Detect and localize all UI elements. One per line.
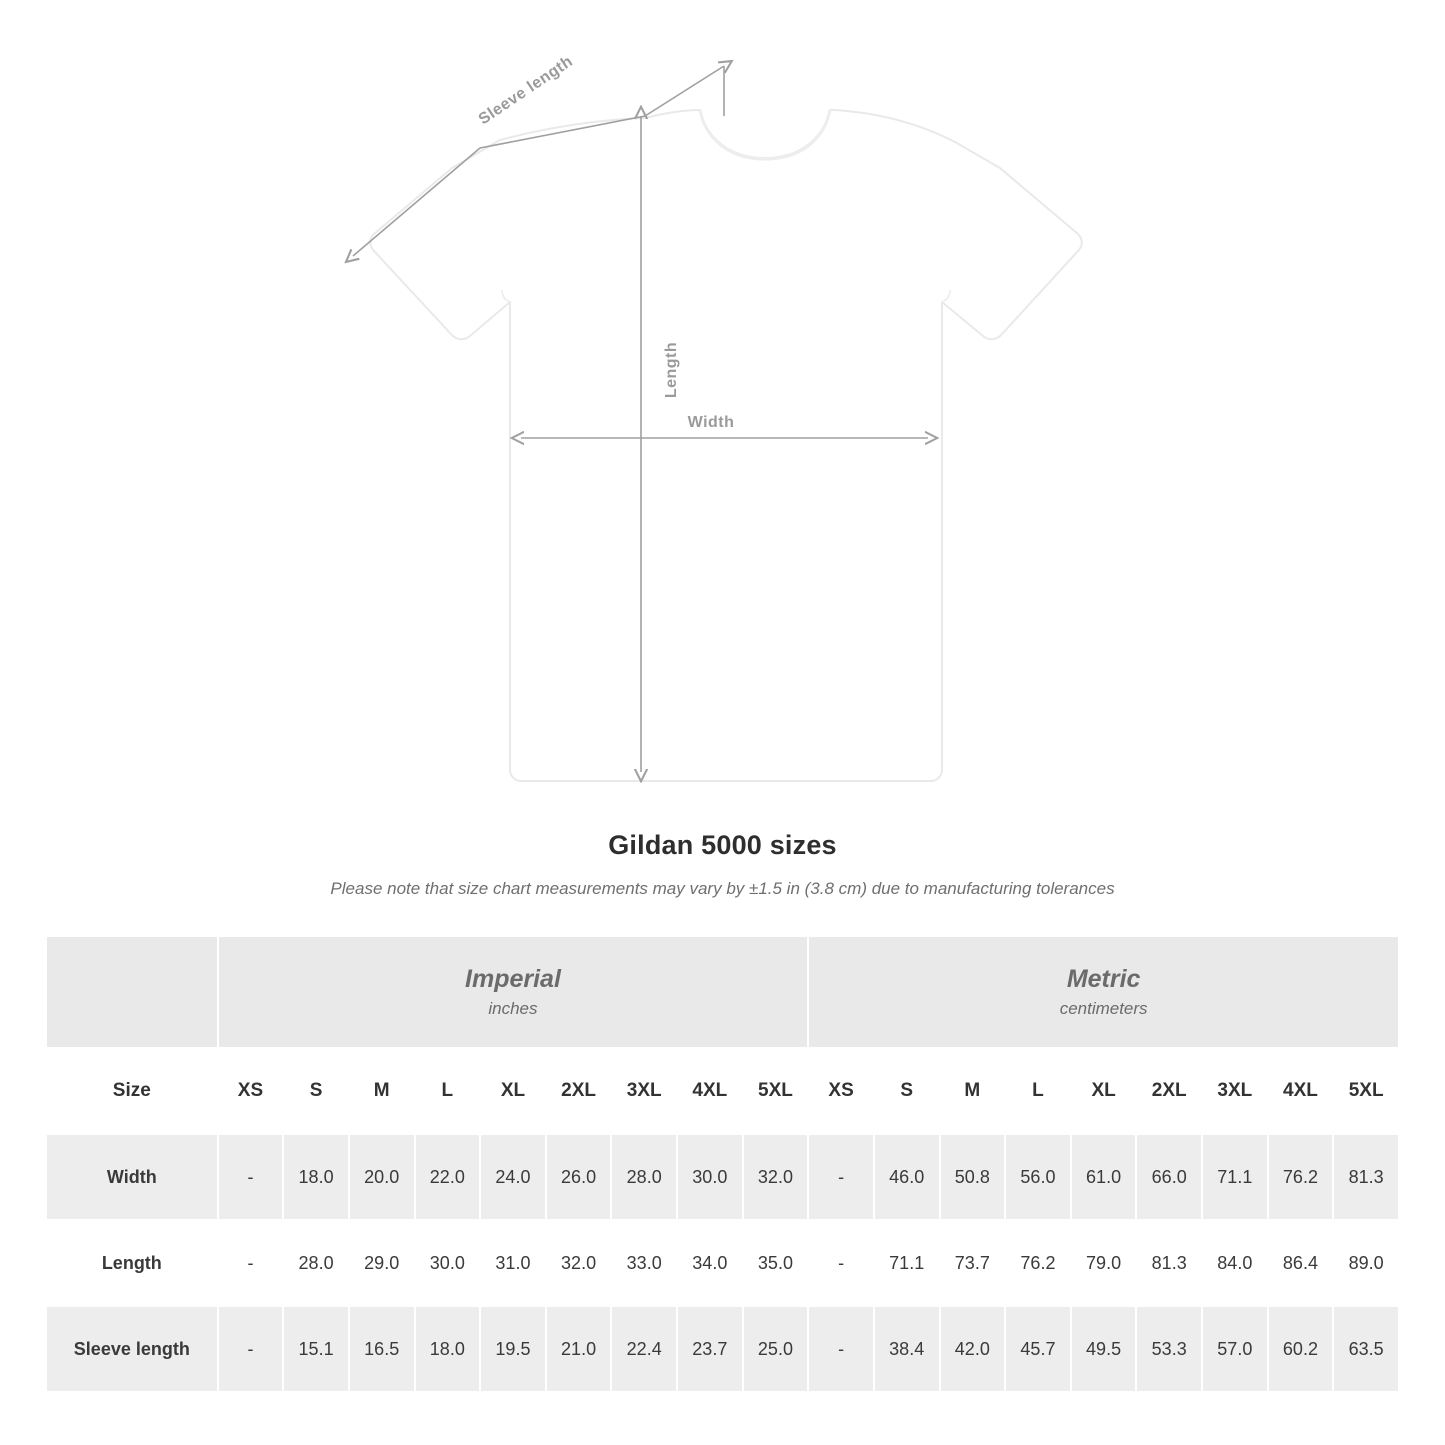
unit-imperial-name: Imperial [465,964,561,993]
cell-length-imperial-5xl: 35.0 [743,1220,809,1306]
row-label-length: Length [46,1220,218,1306]
size-col-imperial-4xl: 4XL [677,1048,743,1134]
size-col-imperial-s: S [283,1048,349,1134]
size-col-imperial-l: L [415,1048,481,1134]
cell-length-metric-3xl: 84.0 [1202,1220,1268,1306]
row-label-width: Width [46,1134,218,1220]
cell-length-imperial-xs: - [218,1220,284,1306]
cell-width-imperial-3xl: 28.0 [611,1134,677,1220]
cell-length-imperial-l: 30.0 [415,1220,481,1306]
cell-length-metric-l: 76.2 [1005,1220,1071,1306]
cell-length-imperial-xl: 31.0 [480,1220,546,1306]
size-header-label: Size [46,1048,218,1134]
cell-sleeve-imperial-5xl: 25.0 [743,1306,809,1392]
cell-width-imperial-xs: - [218,1134,284,1220]
size-col-metric-2xl: 2XL [1136,1048,1202,1134]
cell-sleeve-metric-xs: - [808,1306,874,1392]
table-row [46,1306,1399,1392]
chart-subtitle: Please note that size chart measurements may vary by ±1.5 in (3.8 cm) due to manufacturing tolerances [330,879,1115,898]
size-col-imperial-m: M [349,1048,415,1134]
length-label: Length [663,341,680,399]
cell-width-imperial-l: 22.0 [415,1134,481,1220]
cell-width-imperial-m: 20.0 [349,1134,415,1220]
cell-sleeve-metric-3xl: 57.0 [1202,1306,1268,1392]
cell-sleeve-metric-4xl: 60.2 [1268,1306,1334,1392]
cell-length-metric-s: 71.1 [874,1220,940,1306]
unit-header-spacer [46,936,218,1048]
cell-length-imperial-s: 28.0 [283,1220,349,1306]
cell-width-imperial-s: 18.0 [283,1134,349,1220]
cell-length-metric-xl: 79.0 [1071,1220,1137,1306]
cell-length-imperial-m: 29.0 [349,1220,415,1306]
chart-title: Gildan 5000 sizes [608,830,837,860]
unit-header-row [46,936,1399,1048]
cell-width-metric-s: 46.0 [874,1134,940,1220]
unit-metric-name: Metric [1066,964,1141,993]
size-col-imperial-2xl: 2XL [546,1048,612,1134]
size-col-imperial-3xl: 3XL [611,1048,677,1134]
cell-width-metric-xl: 61.0 [1071,1134,1137,1220]
size-col-metric-xs: XS [808,1048,874,1134]
cell-sleeve-metric-l: 45.7 [1005,1306,1071,1392]
sleeve-length-label: Sleeve length [475,52,577,129]
unit-header-metric [808,936,1399,1048]
size-header-row [46,1048,1399,1134]
cell-length-metric-m: 73.7 [940,1220,1006,1306]
cell-width-metric-m: 50.8 [940,1134,1006,1220]
size-col-imperial-xs: XS [218,1048,284,1134]
cell-sleeve-imperial-2xl: 21.0 [546,1306,612,1392]
size-table [45,935,1400,1393]
row-label-sleeve-length: Sleeve length [46,1306,218,1392]
cell-sleeve-metric-m: 42.0 [940,1306,1006,1392]
cell-sleeve-imperial-m: 16.5 [349,1306,415,1392]
cell-sleeve-metric-5xl: 63.5 [1333,1306,1399,1392]
cell-width-imperial-5xl: 32.0 [743,1134,809,1220]
cell-width-imperial-2xl: 26.0 [546,1134,612,1220]
size-col-metric-4xl: 4XL [1268,1048,1334,1134]
size-col-imperial-xl: XL [480,1048,546,1134]
cell-sleeve-imperial-s: 15.1 [283,1306,349,1392]
unit-imperial-sub: inches [488,999,538,1019]
size-col-metric-l: L [1005,1048,1071,1134]
size-col-metric-xl: XL [1071,1048,1137,1134]
size-col-imperial-5xl: 5XL [743,1048,809,1134]
cell-width-metric-2xl: 66.0 [1136,1134,1202,1220]
cell-width-metric-3xl: 71.1 [1202,1134,1268,1220]
cell-sleeve-imperial-xs: - [218,1306,284,1392]
cell-sleeve-imperial-l: 18.0 [415,1306,481,1392]
cell-length-imperial-3xl: 33.0 [611,1220,677,1306]
width-label: Width [687,414,735,431]
cell-sleeve-imperial-4xl: 23.7 [677,1306,743,1392]
unit-metric-sub: centimeters [1059,999,1148,1019]
cell-width-imperial-xl: 24.0 [480,1134,546,1220]
tshirt-shape [370,110,1082,781]
cell-sleeve-metric-2xl: 53.3 [1136,1306,1202,1392]
size-table-wrapper [45,935,1400,1393]
cell-length-metric-5xl: 89.0 [1333,1220,1399,1306]
cell-sleeve-metric-xl: 49.5 [1071,1306,1137,1392]
table-row [46,1220,1399,1306]
table-row [46,1134,1399,1220]
cell-length-imperial-2xl: 32.0 [546,1220,612,1306]
cell-length-metric-xs: - [808,1220,874,1306]
cell-length-metric-4xl: 86.4 [1268,1220,1334,1306]
size-col-metric-3xl: 3XL [1202,1048,1268,1134]
cell-width-metric-4xl: 76.2 [1268,1134,1334,1220]
cell-sleeve-imperial-3xl: 22.4 [611,1306,677,1392]
cell-width-imperial-4xl: 30.0 [677,1134,743,1220]
cell-sleeve-imperial-xl: 19.5 [480,1306,546,1392]
cell-length-metric-2xl: 81.3 [1136,1220,1202,1306]
cell-width-metric-5xl: 81.3 [1333,1134,1399,1220]
cell-sleeve-metric-s: 38.4 [874,1306,940,1392]
size-col-metric-m: M [940,1048,1006,1134]
cell-length-imperial-4xl: 34.0 [677,1220,743,1306]
size-col-metric-5xl: 5XL [1333,1048,1399,1134]
size-col-metric-s: S [874,1048,940,1134]
cell-width-metric-l: 56.0 [1005,1134,1071,1220]
unit-header-imperial [218,936,809,1048]
cell-width-metric-xs: - [808,1134,874,1220]
